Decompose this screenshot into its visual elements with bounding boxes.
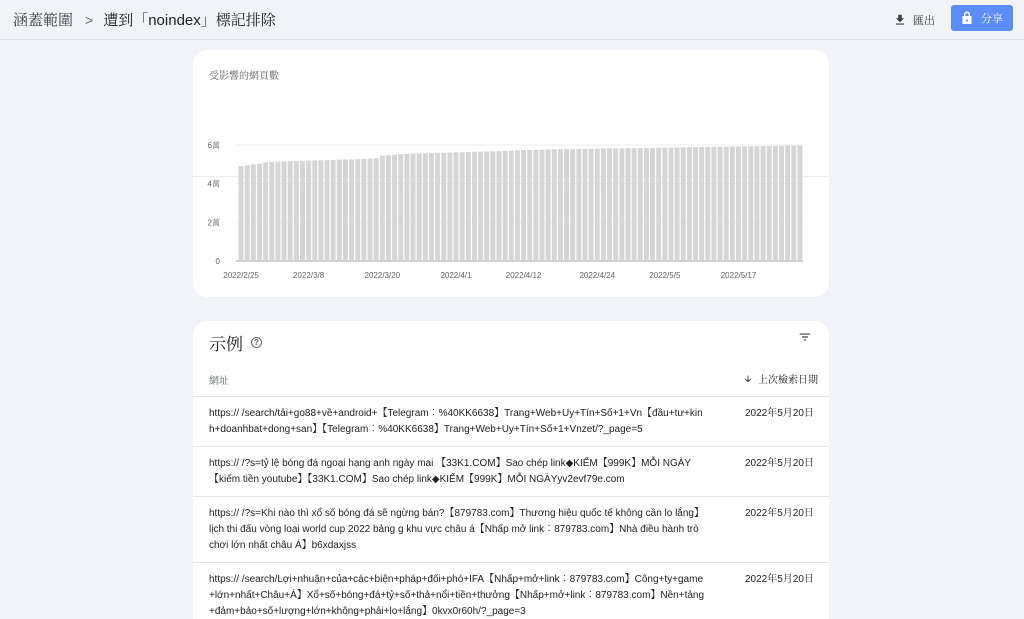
chart-bar[interactable]: [331, 160, 336, 261]
chart-bar[interactable]: [411, 154, 416, 261]
chart-bar[interactable]: [687, 147, 692, 261]
chart-bar[interactable]: [718, 147, 723, 261]
chart-bar[interactable]: [441, 153, 446, 261]
chart-bar[interactable]: [632, 148, 637, 261]
column-header-last-crawled[interactable]: [743, 371, 818, 386]
chart-bar[interactable]: [490, 151, 495, 261]
chart-bar[interactable]: [380, 156, 385, 261]
chart-bar[interactable]: [337, 160, 342, 261]
chart-bar[interactable]: [404, 154, 409, 261]
chart-bar[interactable]: [288, 161, 293, 261]
lock-icon: [961, 11, 973, 25]
chart-bar[interactable]: [472, 152, 477, 261]
chart-bar[interactable]: [355, 159, 360, 261]
chart-bar[interactable]: [570, 149, 575, 261]
chart-bar[interactable]: [497, 151, 502, 261]
chart-bar[interactable]: [748, 146, 753, 261]
share-button[interactable]: [951, 5, 1013, 31]
chart-bar[interactable]: [312, 160, 317, 261]
chart-bar[interactable]: [386, 155, 391, 261]
chart-bar[interactable]: [705, 147, 710, 261]
chart-bar[interactable]: [392, 155, 397, 261]
chart-bar[interactable]: [754, 146, 759, 261]
x-tick-label: 2022/3/20: [364, 271, 401, 280]
chart-bar[interactable]: [239, 166, 244, 261]
row-date: 2022年5月20日: [745, 458, 814, 469]
chart-bar[interactable]: [245, 165, 250, 261]
chart-bar[interactable]: [540, 150, 545, 261]
chart-bar[interactable]: [736, 146, 741, 261]
chart-bar[interactable]: [478, 152, 483, 261]
chart-bar[interactable]: [447, 153, 452, 261]
chart-bar[interactable]: [626, 148, 631, 261]
chart-bar[interactable]: [484, 151, 489, 261]
chart-bar[interactable]: [638, 148, 643, 261]
breadcrumb-root-link[interactable]: 涵蓋範圍: [13, 12, 74, 29]
column-header-date-label: 上次檢索日期: [758, 375, 818, 386]
chart-bar[interactable]: [300, 161, 305, 261]
chart-bar[interactable]: [429, 153, 434, 261]
chart-bar[interactable]: [693, 147, 698, 261]
x-tick-label: 2022/5/5: [649, 271, 681, 280]
chart-bar[interactable]: [668, 148, 673, 261]
chart-bar[interactable]: [589, 149, 594, 261]
filter-icon[interactable]: [798, 330, 812, 344]
chart-bar[interactable]: [509, 151, 514, 261]
chart-bar[interactable]: [699, 147, 704, 261]
x-tick-label: 2022/4/1: [440, 271, 472, 280]
chart-bar[interactable]: [398, 154, 403, 261]
affected-pages-chart-card: [193, 50, 829, 297]
chart-bar[interactable]: [417, 154, 422, 261]
chart-bar[interactable]: [595, 149, 600, 261]
examples-title: 示例: [209, 335, 243, 354]
y-tick-label: 6萬: [207, 141, 220, 150]
chart-bar[interactable]: [275, 162, 280, 261]
help-circle-icon[interactable]: ?: [251, 337, 262, 348]
chart-bar[interactable]: [791, 146, 796, 261]
chart-bar[interactable]: [454, 152, 459, 261]
chart-bar[interactable]: [779, 146, 784, 261]
table-row[interactable]: [193, 496, 829, 562]
breadcrumb: [0, 9, 276, 30]
chart-bar[interactable]: [552, 149, 557, 261]
chevron-right-icon: >: [85, 11, 94, 28]
chart-bar[interactable]: [662, 148, 667, 261]
chart-bar[interactable]: [251, 164, 256, 261]
chart-bar[interactable]: [613, 148, 618, 261]
chart-bar[interactable]: [675, 147, 680, 261]
chart-bar[interactable]: [656, 148, 661, 261]
y-tick-label: 2萬: [207, 218, 220, 228]
chart-bar[interactable]: [730, 147, 735, 261]
chart-bar[interactable]: [318, 160, 323, 261]
export-label: 匯出: [913, 15, 935, 27]
y-tick-label: 0: [215, 257, 220, 266]
chart-bar[interactable]: [349, 159, 354, 261]
table-row[interactable]: [193, 396, 829, 446]
chart-bar[interactable]: [460, 152, 465, 261]
x-tick-label: 2022/5/17: [720, 271, 757, 280]
export-button[interactable]: [893, 9, 935, 31]
chart-bar[interactable]: [601, 149, 606, 261]
x-tick-label: 2022/2/25: [223, 271, 259, 280]
page-title: 遭到「noindex」標記排除: [103, 12, 276, 29]
share-label: 分享: [981, 13, 1003, 25]
chart-bar[interactable]: [546, 149, 551, 261]
x-tick-label: 2022/3/8: [293, 271, 325, 280]
examples-header: [209, 330, 262, 355]
chart-bar[interactable]: [294, 161, 299, 261]
chart-bar[interactable]: [466, 152, 471, 261]
chart-bar[interactable]: [761, 146, 766, 261]
row-date: 2022年5月20日: [745, 508, 814, 519]
column-header-url[interactable]: 網址: [209, 376, 229, 387]
chart-bar[interactable]: [711, 147, 716, 261]
chart-bar[interactable]: [527, 150, 532, 261]
chart-bar[interactable]: [269, 162, 274, 261]
chart-bar[interactable]: [724, 147, 729, 261]
chart-bar[interactable]: [773, 146, 778, 261]
x-tick-label: 2022/4/24: [579, 271, 616, 280]
top-bar: [0, 0, 1024, 40]
chart-bar[interactable]: [583, 149, 588, 261]
chart-bar[interactable]: [503, 151, 508, 261]
x-tick-label: 2022/4/12: [505, 271, 542, 280]
table-row[interactable]: [193, 446, 829, 496]
chart-bar[interactable]: [423, 153, 428, 261]
row-date: 2022年5月20日: [745, 574, 814, 585]
chart-bar[interactable]: [257, 164, 262, 261]
chart-bar[interactable]: [681, 147, 686, 261]
chart-bar[interactable]: [306, 161, 311, 261]
chart-title: 受影響的網頁數: [209, 71, 279, 82]
chart-bar[interactable]: [742, 146, 747, 261]
row-url: https:// /?s=Khi nào thì xổ số bóng đá sẽ ngừng bán?【879783.com】Thương hiệu quốc tế không cần lo lắng】lịch thi đấu vòng loại world cup 2022 bảng g khu vực châu á【Nhấp mở link︰879783.com】Nhà điều hành trò chơi lớn nhất châu Á】b6xdaxjss: [209, 508, 704, 551]
row-date: 2022年5月20日: [745, 408, 814, 419]
examples-table: [193, 396, 829, 619]
y-tick-label: 4萬: [207, 179, 220, 189]
chart-bar[interactable]: [564, 149, 569, 261]
arrow-down-icon: [743, 374, 753, 384]
table-row[interactable]: [193, 562, 829, 619]
chart-bar[interactable]: [533, 150, 538, 261]
row-url: https:// /search/tải+go88+về+android+【Telegram︰%40KK6638】Trang+Web+Uy+Tín+Số+1+Vn【đầu+tư+kinh+doanhbat+dong+san】【Telegram︰%40KK6638】Trang+Web+Uy+Tín+Số+1+Vnzet/?_page=5: [209, 408, 703, 435]
chart-bar[interactable]: [515, 150, 520, 261]
chart-bar[interactable]: [767, 146, 772, 261]
chart-bar[interactable]: [521, 150, 526, 261]
affected-pages-bar-chart: [193, 50, 829, 297]
download-icon: [893, 13, 907, 27]
chart-bar[interactable]: [650, 148, 655, 261]
chart-bar[interactable]: [361, 159, 366, 261]
row-url: https:// /?s=tỷ lệ bóng đá ngoại hạng anh ngày mai 【33K1.COM】Sao chép link◆KIẾM【999K】MỖI NGÀY【kiếm tiền youtube】【33K1.COM】Sao chép link◆KIẾM【999K】MỖI NGÀYyv2evf79e.com: [209, 458, 692, 485]
chart-bar[interactable]: [644, 148, 649, 261]
chart-bar[interactable]: [282, 161, 287, 261]
chart-bar[interactable]: [607, 148, 612, 261]
chart-bar[interactable]: [435, 153, 440, 261]
row-url: https:// /search/Lợi+nhuận+của+các+biện+pháp+đối+phó+IFA【Nhấp+mở+link︰879783.com】Công+ty+game+lớn+nhất+Châu+Á】Xổ+số+bóng+đá+tỷ+số+thả+nổi+tiền+thưởng【Nhấp+mở+link︰879783.com】Nền+tảng+đảm+bảo+số+lượng+lớn+không+phải+lo+lắng】0kvx0r60h/?_page=3: [209, 574, 705, 617]
examples-card: [193, 321, 829, 619]
chart-bar[interactable]: [374, 158, 379, 261]
chart-bar[interactable]: [368, 159, 373, 261]
chart-bar[interactable]: [797, 145, 802, 261]
chart-bar[interactable]: [558, 149, 563, 261]
chart-bar[interactable]: [325, 160, 330, 261]
chart-bar[interactable]: [343, 160, 348, 262]
chart-bar[interactable]: [619, 148, 624, 261]
chart-bar[interactable]: [785, 146, 790, 261]
chart-bar[interactable]: [576, 149, 581, 261]
chart-bar[interactable]: [263, 162, 268, 261]
